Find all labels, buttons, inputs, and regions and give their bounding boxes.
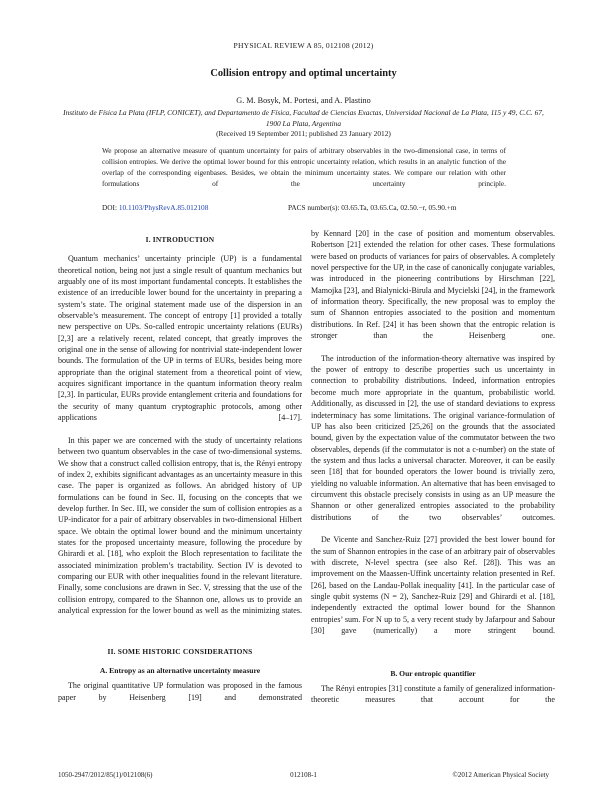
doi-label: DOI: <box>102 203 117 212</box>
pacs-numbers: PACS number(s): 03.65.Ta, 03.65.Ca, 02.50.−r, 05.90.+m <box>288 203 457 212</box>
subsection-heading-quantifier: B. Our entropic quantifier <box>390 668 476 678</box>
doi-line <box>102 203 208 212</box>
historic-paragraph-3: De Vicente and Sanchez-Ruiz [27] provided the best lower bound for the sum of Shannon entropies in the case of an arbitrary pair of observables with discrete, N-level spectra (see also Ref. [28]). This was an improvement on the Maassen-Uffink uncertainty relation presented in Ref. [26], based on the Landau-Pollak inequality [41]. In the particular case of single qubit systems (N = 2), Sanchez-Ruiz [29] and Ghirardi et al. [18], independently extracted the optimal lower bound for the Shannon entropies’ sum. For N up to 5, a very recent study by Jafarpour and Sabour [30] gave (numerically) a more stringent bound. <box>311 535 555 636</box>
historic-paragraph-2: The introduction of the information-theory alternative was inspired by the power of entropy to describe properties such us uncertainty in connection to probability distributions. Indeed, information entropies become much more appropriate in the quantum, probabilistic world. Additionally, as discussed in [2], the use of standard deviations to express indeterminacy has some limitations. The original variance-formulation of UP has also been criticized [25,26] on the grounds that the associated bound, given by the expectation value of the commutator between the two observables, depends (if the commutator is not a c-number) on the state of the system and thus lacks a universal character. Moreover, it can be easily seen [18] that for bounded operators the lower bound is trivially zero, yielding no valuable information. An alternative that has been envisaged to circumvent this obstacle precisely consists in using as an UP measure the Shannon or other generalized entropies associated to the probability distributions of the two observables’ outcomes. <box>311 353 555 522</box>
received-dates: (Received 19 September 2011; published 23 January 2012) <box>216 129 391 138</box>
doi-link[interactable]: 10.1103/PhysRevA.85.012108 <box>118 203 209 212</box>
section-heading-historic: II. SOME HISTORIC CONSIDERATIONS <box>107 646 253 656</box>
section-gap <box>58 628 302 640</box>
affiliation: Instituto de Física La Plata (IFLP, CONICET), and Departamento de Física, Facultad de Ciencias Exactas, Universidad Nacional de La Plata, 115 y 49, C.C. 67, 1900 La Plata, Argentina <box>63 108 544 128</box>
author-list: G. M. Bosyk, M. Portesi, and A. Plastino <box>236 96 371 105</box>
historic-paragraph-continued: by Kennard [20] in the case of position and momentum observables. Robertson [21] extended the relation for other cases. These formulations were based on products of variances for pairs of observables. A completely novel perspective for the UP, in the case of canonically conjugate variables, was introduced in the pioneering contributions by Hirschman [22], Mamojka [23], and Bialynicki-Birula and Mycielski [24], in the framework of information theory. Specifically, the new proposal was to employ the sum of Shannon entropies associated to the position and momentum distributions. In Ref. [24] it has been shown that the entropic relation is stronger than the Heisenberg one. <box>311 229 555 341</box>
quantifier-paragraph-1: The Rényi entropies [31] constitute a family of generalized information-theoretic measures that account for the <box>311 684 555 705</box>
intro-paragraph-1: Quantum mechanics’ uncertainty principle (UP) is a fundamental theoretical notion, being not just a single result of quantum mechanics but arguably one of its most important fundamental concepts. It establishes the existence of an irreducible lower bound for the uncertainty in preparing a system’s state. The original statement made use of the dispersion in an observable’s measurement. The concept of entropy [1] provided a totally new perspective on UPs. So-called entropic uncertainty relations (EURs) [2,3] are a relatively recent, related concept, that greatly improves the original one in the sense of allowing for nontrivial state-independent lower bounds. The formulation of the UP in terms of EURs, besides being more appropriate than the original statement from a theoretical point of view, acquires significant importance in the quantum information theory realm [2,3]. In particular, EURs provide entanglement criteria and foundations for the security of many quantum cryptographic protocols, among other applications [4–17]. <box>58 254 302 423</box>
journal-header: PHYSICAL REVIEW A 85, 012108 (2012) <box>233 41 374 50</box>
subsection-gap <box>311 648 555 660</box>
page-number: 012108-1 <box>290 771 317 779</box>
section-heading-introduction: I. INTRODUCTION <box>145 235 215 244</box>
right-column <box>311 228 555 717</box>
footer-identifier: 1050-2947/2012/85(1)/012108(6) <box>58 771 153 779</box>
subsection-heading-entropy: A. Entropy as an alternative uncertainty measure <box>99 666 261 676</box>
historic-paragraph-1: The original quantitative UP formulation was proposed in the famous paper by Heisenberg [19] and demonstrated <box>58 681 302 702</box>
left-column <box>58 228 302 714</box>
abstract: We propose an alternative measure of quantum uncertainty for pairs of arbitrary observables in the two-dimensional case, in terms of collision entropies. We derive the optimal lower bound for this entropic uncertainty relation, which results in an analytic function of the overlap of the corresponding eigenbases. Besides, we obtain the minimum uncertainty states. We compare our relation with other formulations of the uncertainty principle. <box>102 146 506 188</box>
copyright: ©2012 American Physical Society <box>452 771 549 779</box>
intro-paragraph-2: In this paper we are concerned with the study of uncertainty relations between two quantum observables in the case of two-dimensional systems. We show that a construct called collision entropy, that is, the Rényi entropy of index 2, exhibits significant advantages as an uncertainty measure in this case. The paper is organized as follows. An abridged history of UP formulations can be found in Sec. II, focusing on the concepts that we develop further. In Sec. III, we consider the sum of collision entropies as a UP-indicator for a pair of arbitrary observables in two-dimensional Hilbert space. We obtain the optimal lower bound and the minimum uncertainty states for the proposed uncertainty measure, following the procedure by Ghirardi et al. [18], who exploit the Bloch representation to facilitate the associated minimization problem’s tractability. Section IV is devoted to comparing our EUR with other inequalities found in the relevant literature. Finally, some conclusions are drawn in Sec. V, stressing that the use of the collision entropy, compared to the Shannon one, allows us to provide an analytical expression for the lower bound as well as the minimizing states. <box>58 435 302 615</box>
paper-title: Collision entropy and optimal uncertainty <box>210 68 397 79</box>
